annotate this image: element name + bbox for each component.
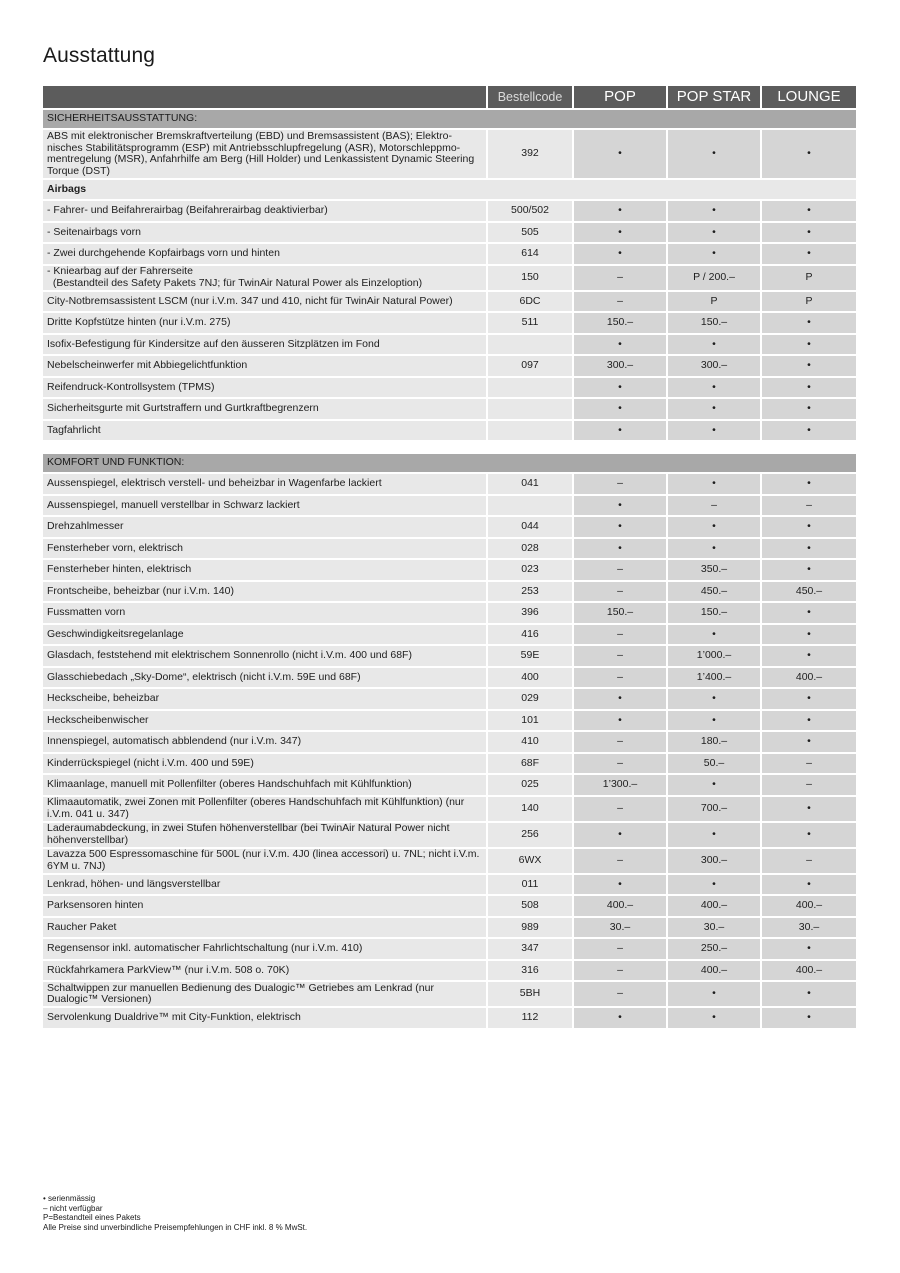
row-label: Fensterheber vorn, elektrisch: [43, 539, 488, 561]
row-label: Klimaautomatik, zwei Zonen mit Pollenfilter (oberes Handschuhfach mit Kühlfunktion) (nur i.V.m. 041 u. 347): [43, 797, 488, 823]
row-code: 023: [488, 560, 574, 582]
table-row: [43, 849, 856, 875]
row-pop: –: [574, 474, 668, 496]
row-pop: •: [574, 689, 668, 711]
row-label: Frontscheibe, beheizbar (nur i.V.m. 140): [43, 582, 488, 604]
row-code: 253: [488, 582, 574, 604]
row-pop: –: [574, 754, 668, 776]
section-spacer: [43, 442, 856, 454]
row-code: 011: [488, 875, 574, 897]
table-row: [43, 939, 856, 961]
row-lounge: •: [762, 421, 856, 443]
row-label: Nebelscheinwerfer mit Abbiegelichtfunktion: [43, 356, 488, 378]
table-row: [43, 266, 856, 292]
table-row: [43, 223, 856, 245]
row-lounge: –: [762, 496, 856, 518]
row-lounge: •: [762, 356, 856, 378]
row-label: Innenspiegel, automatisch abblendend (nur i.V.m. 347): [43, 732, 488, 754]
row-lounge: 30.–: [762, 918, 856, 940]
row-pop-star: •: [668, 244, 762, 266]
row-lounge: •: [762, 560, 856, 582]
table-row: [43, 244, 856, 266]
table-row: [43, 582, 856, 604]
table-row: [43, 130, 856, 180]
row-lounge: 400.–: [762, 961, 856, 983]
row-pop-star: 180.–: [668, 732, 762, 754]
row-pop: •: [574, 201, 668, 223]
row-code: 68F: [488, 754, 574, 776]
table-row: [43, 335, 856, 357]
row-pop-star: 150.–: [668, 313, 762, 335]
row-pop: •: [574, 496, 668, 518]
row-label: City-Notbremsassistent LSCM (nur i.V.m. 347 und 410, nicht für TwinAir Natural Power): [43, 292, 488, 314]
row-code: 396: [488, 603, 574, 625]
table-row: [43, 775, 856, 797]
row-lounge: •: [762, 130, 856, 180]
row-pop-star: •: [668, 539, 762, 561]
row-pop: •: [574, 421, 668, 443]
table-row: [43, 399, 856, 421]
table-row: [43, 539, 856, 561]
row-code: [488, 378, 574, 400]
header-pop-star: POP STAR: [668, 86, 762, 110]
row-pop-star: 350.–: [668, 560, 762, 582]
row-pop: –: [574, 582, 668, 604]
row-pop-star: 1’400.–: [668, 668, 762, 690]
section-title: SICHERHEITSAUSSTATTUNG:: [43, 110, 856, 130]
row-pop-star: 150.–: [668, 603, 762, 625]
row-lounge: •: [762, 823, 856, 849]
row-label: - Kniearbag auf der Fahrerseite (Bestandteil des Safety Pakets 7NJ; für TwinAir Natural Power als Einzeloption): [43, 266, 488, 292]
row-pop: –: [574, 797, 668, 823]
row-pop: 1’300.–: [574, 775, 668, 797]
row-pop-star: •: [668, 625, 762, 647]
table-row: [43, 356, 856, 378]
row-pop-star: 300.–: [668, 356, 762, 378]
row-lounge: •: [762, 732, 856, 754]
row-code: 511: [488, 313, 574, 335]
row-label: Reifendruck-Kontrollsystem (TPMS): [43, 378, 488, 400]
row-code: [488, 496, 574, 518]
legend-package: P=Bestandteil eines Pakets: [43, 1213, 141, 1223]
table-row: [43, 378, 856, 400]
row-pop-star: •: [668, 517, 762, 539]
row-lounge: •: [762, 689, 856, 711]
row-lounge: –: [762, 754, 856, 776]
row-label: Geschwindigkeitsregelanlage: [43, 625, 488, 647]
row-code: 59E: [488, 646, 574, 668]
row-code: 347: [488, 939, 574, 961]
table-row: [43, 560, 856, 582]
row-pop-star: •: [668, 474, 762, 496]
row-label: Lenkrad, höhen- und längsverstellbar: [43, 875, 488, 897]
row-pop: –: [574, 266, 668, 292]
row-pop-star: •: [668, 982, 762, 1008]
row-pop: •: [574, 335, 668, 357]
row-pop: •: [574, 244, 668, 266]
group-airbags: [43, 180, 856, 201]
row-lounge: •: [762, 646, 856, 668]
row-pop: •: [574, 517, 668, 539]
legend-standard: • serienmässig: [43, 1194, 96, 1203]
row-code: [488, 421, 574, 443]
row-pop-star: –: [668, 496, 762, 518]
row-lounge: •: [762, 223, 856, 245]
row-lounge: •: [762, 517, 856, 539]
row-label: Glasschiebedach „Sky-Dome“, elektrisch (nicht i.V.m. 59E und 68F): [43, 668, 488, 690]
row-pop-star: •: [668, 335, 762, 357]
row-code: 044: [488, 517, 574, 539]
row-pop: 30.–: [574, 918, 668, 940]
row-pop-star: 400.–: [668, 961, 762, 983]
row-pop-star: •: [668, 775, 762, 797]
row-code: 101: [488, 711, 574, 733]
row-label: - Seitenairbags vorn: [43, 223, 488, 245]
row-pop: –: [574, 732, 668, 754]
row-label: Dritte Kopfstütze hinten (nur i.V.m. 275): [43, 313, 488, 335]
legend-prices: Alle Preise sind unverbindliche Preisempfehlungen in CHF inkl. 8 % MwSt.: [43, 1222, 308, 1232]
header-pop: POP: [574, 86, 668, 110]
row-lounge: •: [762, 1008, 856, 1030]
table-header-row: [43, 86, 856, 110]
row-lounge: •: [762, 399, 856, 421]
row-pop-star: 1’000.–: [668, 646, 762, 668]
table-row: [43, 711, 856, 733]
row-pop-star: •: [668, 711, 762, 733]
row-label: Regensensor inkl. automatischer Fahrlichtschaltung (nur i.V.m. 410): [43, 939, 488, 961]
row-code: 041: [488, 474, 574, 496]
row-lounge: •: [762, 982, 856, 1008]
row-pop: •: [574, 223, 668, 245]
row-lounge: •: [762, 711, 856, 733]
row-pop: •: [574, 399, 668, 421]
row-label: Lavazza 500 Espressomaschine für 500L (nur i.V.m. 4J0 (linea accessori) u. 7NL; nicht i.V.m. 6YM u. 7NJ): [43, 849, 488, 875]
table-row: [43, 517, 856, 539]
row-code: [488, 399, 574, 421]
row-pop-star: •: [668, 823, 762, 849]
row-code: 316: [488, 961, 574, 983]
row-code: 6DC: [488, 292, 574, 314]
page-title: Ausstattung: [43, 44, 156, 67]
header-bestellcode: Bestellcode: [488, 86, 574, 110]
row-pop-star: •: [668, 223, 762, 245]
row-pop-star: •: [668, 1008, 762, 1030]
row-pop-star: •: [668, 378, 762, 400]
row-pop: –: [574, 939, 668, 961]
row-pop: •: [574, 130, 668, 180]
row-lounge: •: [762, 625, 856, 647]
row-label: Fussmatten vorn: [43, 603, 488, 625]
row-lounge: •: [762, 244, 856, 266]
table-row: [43, 646, 856, 668]
row-lounge: –: [762, 849, 856, 875]
row-lounge: •: [762, 875, 856, 897]
row-label: Schaltwippen zur manuellen Bedienung des Dualogic™ Getriebes am Lenkrad (nur Dualogic™ Versionen): [43, 982, 488, 1008]
row-label: ABS mit elektronischer Bremskraftverteilung (EBD) und Bremsassistent (BAS); Elektro-nisches Stabilitätsprogramm (ESP) mit Antriebsschlupfregelung (ASR), Motorschleppmo-mentregelung (MSR), Anfahrhilfe am Berg (Hill Holder) und Lenkassistent Dynamic Steering Torque (DST): [43, 130, 488, 180]
row-code: 505: [488, 223, 574, 245]
row-label: Tagfahrlicht: [43, 421, 488, 443]
table-row: [43, 496, 856, 518]
row-label: Heckscheibenwischer: [43, 711, 488, 733]
row-code: 029: [488, 689, 574, 711]
table-row: [43, 918, 856, 940]
table-row: [43, 1008, 856, 1030]
row-label: Laderaumabdeckung, in zwei Stufen höhenverstellbar (bei TwinAir Natural Power nicht höhenverstellbar): [43, 823, 488, 849]
row-pop-star: •: [668, 875, 762, 897]
row-lounge: 450.–: [762, 582, 856, 604]
table-row: [43, 875, 856, 897]
row-pop-star: 700.–: [668, 797, 762, 823]
row-code: 6WX: [488, 849, 574, 875]
table-row: [43, 625, 856, 647]
row-code: [488, 335, 574, 357]
equipment-table: [43, 86, 856, 1030]
row-lounge: •: [762, 378, 856, 400]
row-lounge: •: [762, 939, 856, 961]
table-row: [43, 313, 856, 335]
row-label: Aussenspiegel, elektrisch verstell- und beheizbar in Wagenfarbe lackiert: [43, 474, 488, 496]
row-lounge: P: [762, 292, 856, 314]
row-code: 400: [488, 668, 574, 690]
row-pop: –: [574, 982, 668, 1008]
row-code: 416: [488, 625, 574, 647]
row-label: Rückfahrkamera ParkView™ (nur i.V.m. 508 o. 70K): [43, 961, 488, 983]
row-lounge: •: [762, 201, 856, 223]
row-pop: –: [574, 646, 668, 668]
row-label: Aussenspiegel, manuell verstellbar in Schwarz lackiert: [43, 496, 488, 518]
row-pop-star: 450.–: [668, 582, 762, 604]
row-pop-star: •: [668, 421, 762, 443]
row-code: 140: [488, 797, 574, 823]
table-row: [43, 292, 856, 314]
row-lounge: •: [762, 335, 856, 357]
row-pop: •: [574, 539, 668, 561]
row-lounge: 400.–: [762, 668, 856, 690]
row-label: Glasdach, feststehend mit elektrischem Sonnenrollo (nicht i.V.m. 400 und 68F): [43, 646, 488, 668]
row-pop: –: [574, 292, 668, 314]
row-label: Kinderrückspiegel (nicht i.V.m. 400 und 59E): [43, 754, 488, 776]
row-code: 392: [488, 130, 574, 180]
row-label: Isofix-Befestigung für Kindersitze auf den äusseren Sitzplätzen im Fond: [43, 335, 488, 357]
row-pop-star: 250.–: [668, 939, 762, 961]
row-code: 150: [488, 266, 574, 292]
row-code: 500/502: [488, 201, 574, 223]
row-lounge: •: [762, 474, 856, 496]
row-label: - Fahrer- und Beifahrerairbag (Beifahrerairbag deaktivierbar): [43, 201, 488, 223]
row-label: - Zwei durchgehende Kopfairbags vorn und hinten: [43, 244, 488, 266]
table-row: [43, 668, 856, 690]
table-row: [43, 201, 856, 223]
row-pop-star: •: [668, 399, 762, 421]
row-pop: •: [574, 378, 668, 400]
table-row: [43, 421, 856, 443]
row-code: 508: [488, 896, 574, 918]
header-blank: [43, 86, 488, 110]
row-code: 5BH: [488, 982, 574, 1008]
row-pop-star: •: [668, 689, 762, 711]
table-row: [43, 823, 856, 849]
row-label: Raucher Paket: [43, 918, 488, 940]
row-pop-star: 30.–: [668, 918, 762, 940]
section-title: KOMFORT UND FUNKTION:: [43, 454, 856, 474]
table-row: [43, 603, 856, 625]
row-pop: 150.–: [574, 313, 668, 335]
row-pop: •: [574, 875, 668, 897]
row-label: Parksensoren hinten: [43, 896, 488, 918]
row-lounge: 400.–: [762, 896, 856, 918]
row-code: 112: [488, 1008, 574, 1030]
table-row: [43, 982, 856, 1008]
row-pop: 300.–: [574, 356, 668, 378]
row-label: Heckscheibe, beheizbar: [43, 689, 488, 711]
group-title: Airbags: [43, 180, 856, 201]
row-pop: –: [574, 668, 668, 690]
row-label: Drehzahlmesser: [43, 517, 488, 539]
row-pop-star: 300.–: [668, 849, 762, 875]
legend: [43, 1194, 307, 1232]
row-lounge: P: [762, 266, 856, 292]
table-row: [43, 689, 856, 711]
table-row: [43, 754, 856, 776]
row-pop: •: [574, 1008, 668, 1030]
row-pop: •: [574, 823, 668, 849]
row-code: 028: [488, 539, 574, 561]
row-pop: 150.–: [574, 603, 668, 625]
row-code: 256: [488, 823, 574, 849]
row-code: 989: [488, 918, 574, 940]
row-label: Sicherheitsgurte mit Gurtstraffern und Gurtkraftbegrenzern: [43, 399, 488, 421]
table-row: [43, 797, 856, 823]
row-pop: •: [574, 711, 668, 733]
row-code: 025: [488, 775, 574, 797]
row-pop-star: 400.–: [668, 896, 762, 918]
table-row: [43, 474, 856, 496]
row-pop: –: [574, 560, 668, 582]
table-row: [43, 896, 856, 918]
row-pop: –: [574, 625, 668, 647]
row-pop-star: P / 200.–: [668, 266, 762, 292]
row-lounge: –: [762, 775, 856, 797]
row-pop-star: 50.–: [668, 754, 762, 776]
row-pop: –: [574, 849, 668, 875]
row-label: Servolenkung Dualdrive™ mit City-Funktion, elektrisch: [43, 1008, 488, 1030]
row-pop-star: P: [668, 292, 762, 314]
row-pop-star: •: [668, 130, 762, 180]
row-lounge: •: [762, 797, 856, 823]
row-label: Fensterheber hinten, elektrisch: [43, 560, 488, 582]
row-label: Klimaanlage, manuell mit Pollenfilter (oberes Handschuhfach mit Kühlfunktion): [43, 775, 488, 797]
row-pop-star: •: [668, 201, 762, 223]
row-pop: 400.–: [574, 896, 668, 918]
row-code: 097: [488, 356, 574, 378]
legend-unavailable: – nicht verfügbar: [43, 1203, 103, 1213]
row-lounge: •: [762, 313, 856, 335]
section-comfort: [43, 454, 856, 474]
row-code: 614: [488, 244, 574, 266]
table-row: [43, 961, 856, 983]
section-safety: [43, 110, 856, 130]
row-code: 410: [488, 732, 574, 754]
row-lounge: •: [762, 539, 856, 561]
table-row: [43, 732, 856, 754]
header-lounge: LOUNGE: [762, 86, 856, 110]
row-lounge: •: [762, 603, 856, 625]
row-pop: –: [574, 961, 668, 983]
